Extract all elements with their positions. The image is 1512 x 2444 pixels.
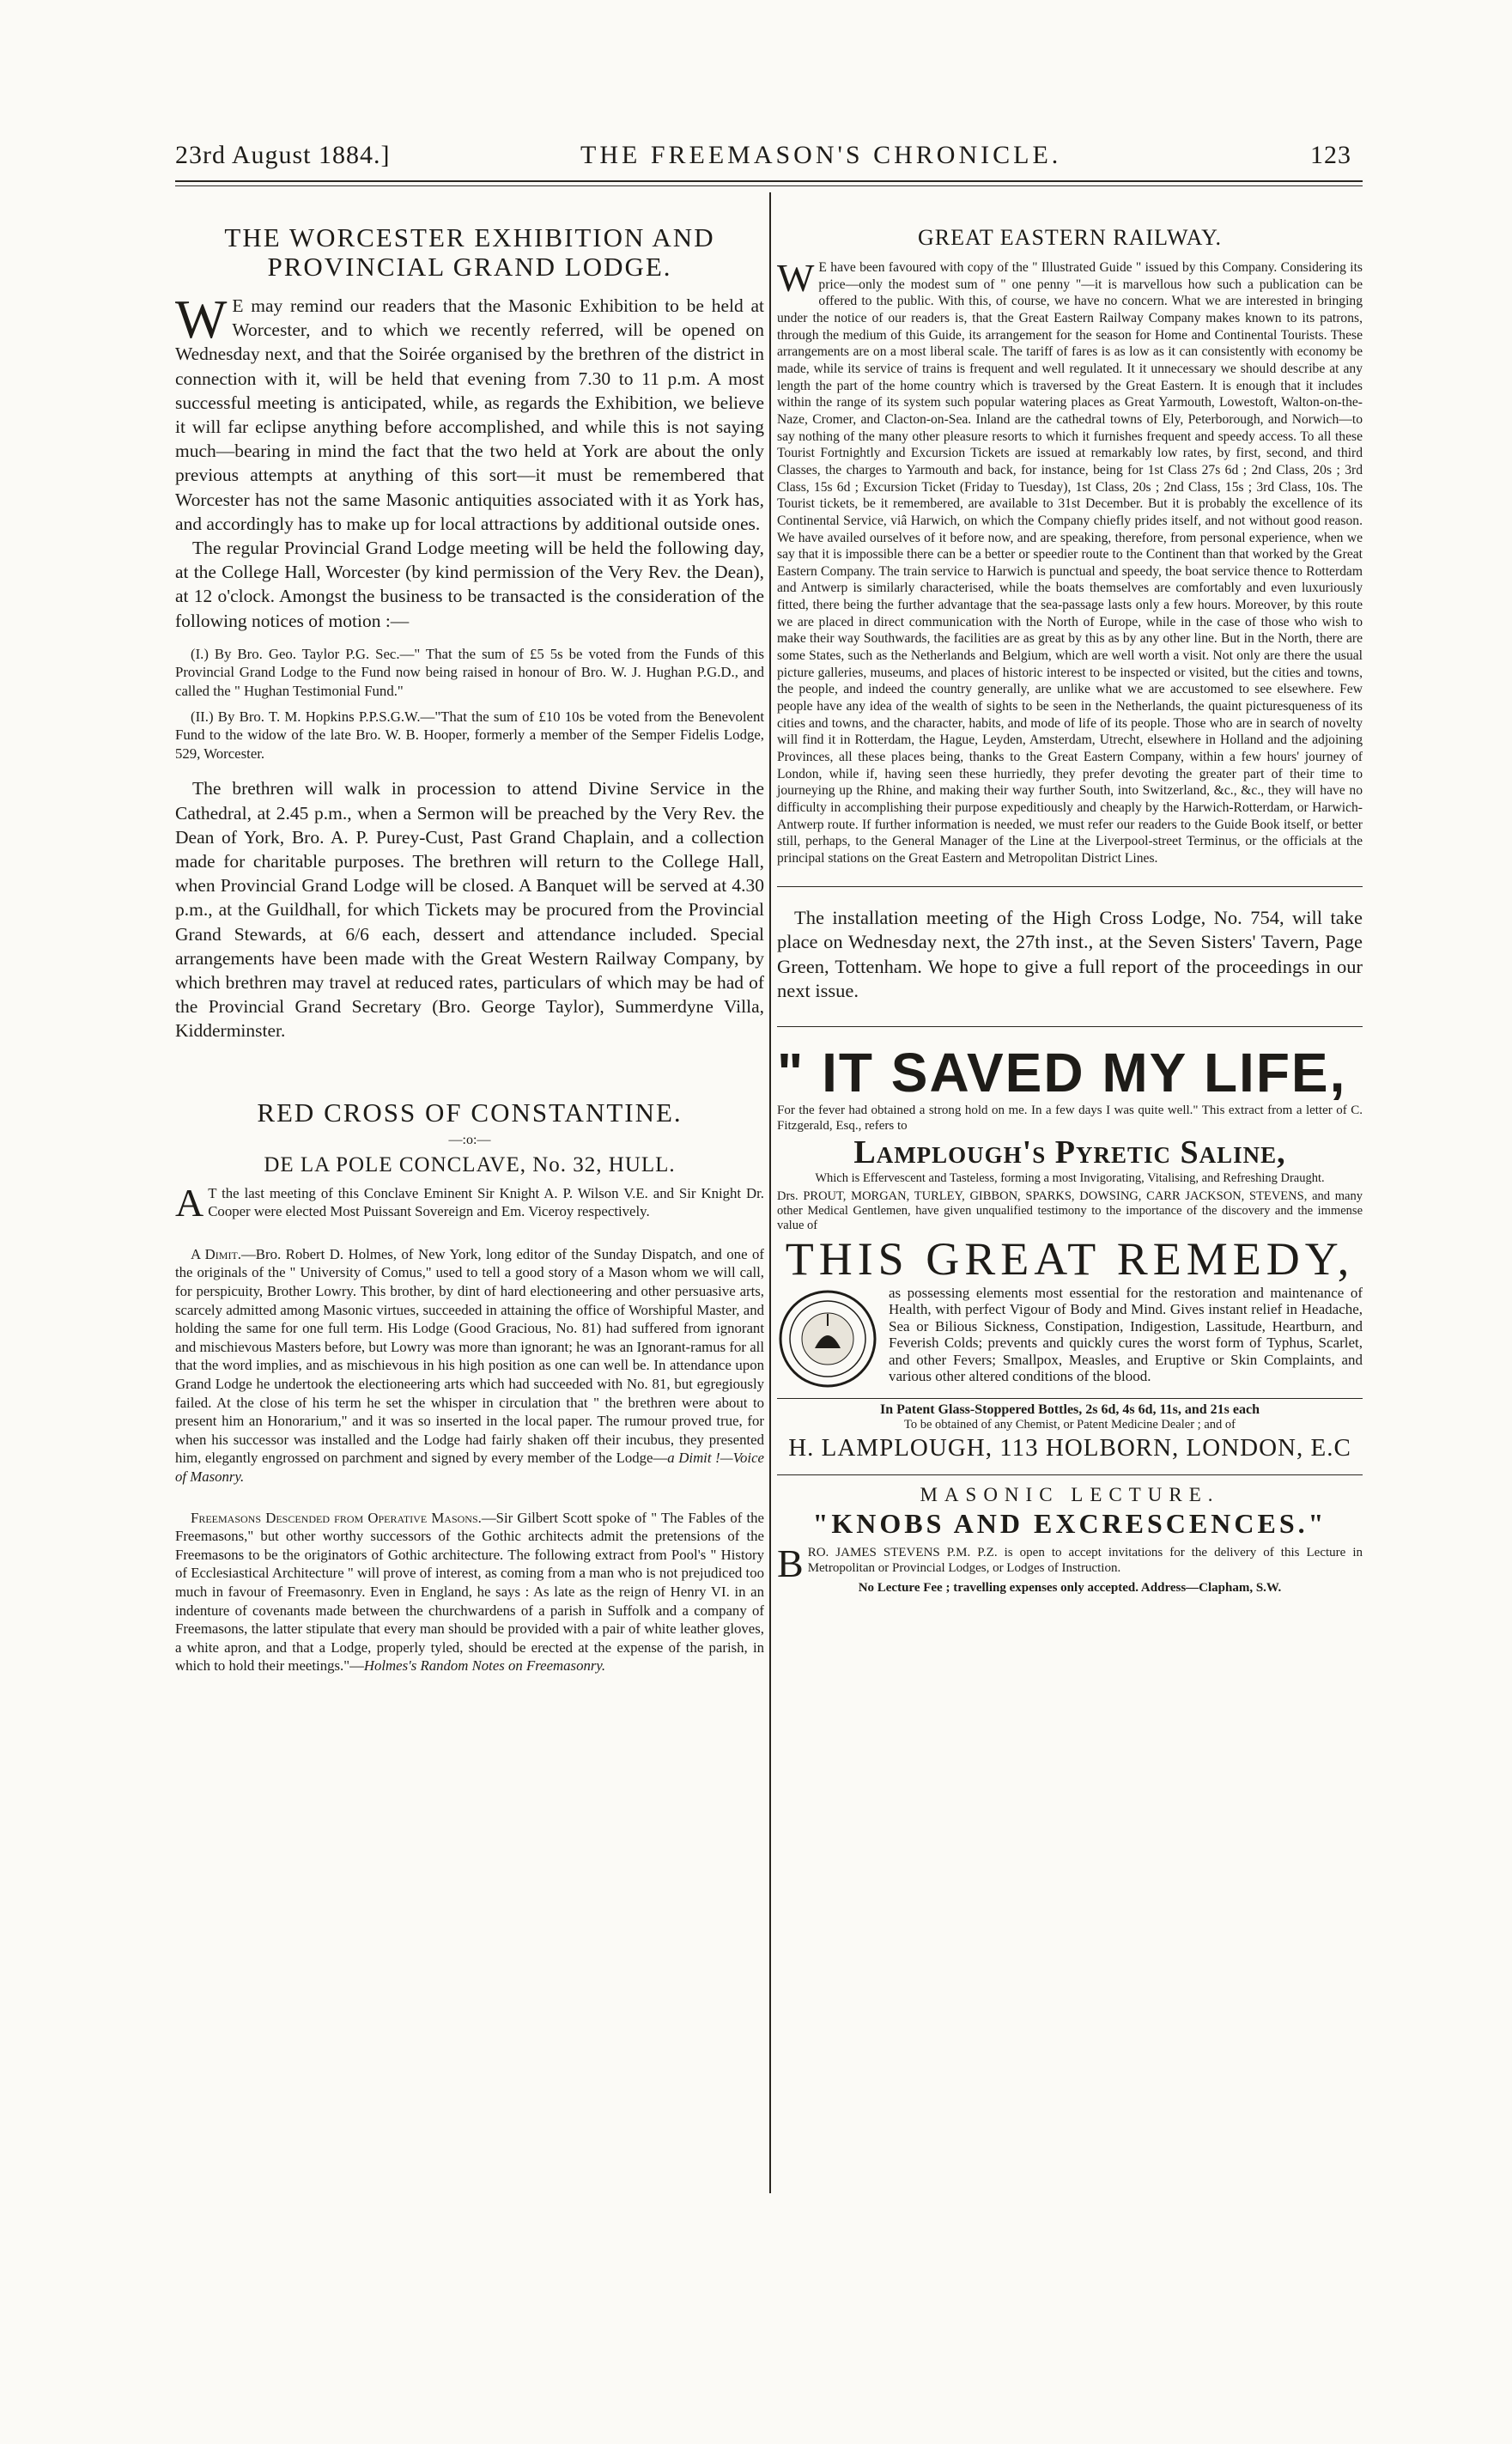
operative-body: —Sir Gilbert Scott spoke of " The Fables of the Freemasons," but other worthy successors of the Gothic architects admit the pretensions of the Freemasons to be the originators of Gothic architecture. The following extract from Pool's " History of Ecclesiastical Architecture " will prove of interest, as coming from a man who is not prejudiced too much in favour of Freemasonry. Even in England, he says : As late as the reign of Henry VI. in an indenture of covenants made between the churchwardens of a parish in Suffolk and a company of Freemasons, the latter stipulate that every man should be provided with a pair of white leather gloves, a white apron, and that a Lodge, properly tyled, should be erected at the expense of the parish, in which to hold their meetings."— <box>175 1509 764 1675</box>
dimit-paragraph <box>175 1245 764 1486</box>
masthead-title: THE FREEMASON'S CHRONICLE. <box>580 141 1062 169</box>
redcross-body-text: T the last meeting of this Conclave Eminent Sir Knight A. P. Wilson V.E. and Sir Knight Dr. Cooper were elected Most Puissant Sovereign and Em. Viceroy respectively. <box>208 1184 764 1220</box>
lecture-subtitle: "KNOBS AND EXCRESCENCES." <box>812 1507 1327 1539</box>
advert-benefits: as possessing elements most essential for the restoration and maintenance of Health, with perfect Vigour of Body and Mind. Gives instant relief in Headache, Sea or Bilious Sickness, Constipation, Indigestion, Lassitude, Heartburn, and Feverish Colds; prevents and quickly cures the worst form of Typhus, Scarlet, and other Fevers; Smallpox, Measles, and Eruptive or Skin Complaints, and various other altered conditions of the blood. <box>889 1284 1363 1385</box>
advert-rule <box>777 1398 1363 1399</box>
dimit-lead: A Dimit. <box>191 1245 241 1262</box>
right-column <box>777 199 1363 1596</box>
redcross-article <box>175 1097 764 1225</box>
worcester-article <box>175 223 764 1043</box>
advert-product-name: Lamplough's Pyretic Saline, <box>853 1134 1286 1170</box>
left-column <box>175 199 764 1675</box>
redcross-title: RED CROSS OF CONSTANTINE. <box>257 1097 683 1128</box>
railway-dropcap: W <box>777 256 815 300</box>
dimit-tail: a Dimit !—Voice of Masonry. <box>175 1450 764 1485</box>
installation-end-rule <box>777 1026 1363 1027</box>
operative-paragraph <box>175 1509 764 1675</box>
column-divider <box>769 192 771 2193</box>
advert-address: H. LAMPLOUGH, 113 HOLBORN, LONDON, E.C <box>788 1433 1351 1462</box>
worcester-motion-2: (II.) By Bro. T. M. Hopkins P.P.S.G.W.—"That the sum of £10 10s be voted from the Benevolent Fund to the widow of the late Bro. W. B. Hooper, formerly a member of the Semper Fidelis Lodge, 529, Worcester. <box>175 708 764 762</box>
railway-end-rule <box>777 886 1363 887</box>
worcester-dropcap: W <box>175 289 228 350</box>
advert-remedy-headline: THIS GREAT REMEDY, <box>785 1232 1355 1285</box>
railway-title: GREAT EASTERN RAILWAY. <box>917 225 1222 250</box>
trade-mark-seal-icon <box>777 1288 878 1389</box>
worcester-paragraph-1 <box>175 289 764 536</box>
worcester-motion-1: (I.) By Bro. Geo. Taylor P.G. Sec.—" That the sum of £5 5s be voted from the Funds of this Provincial Grand Lodge to the Fund now being raised in honour of Bro. W. J. Hughan P.G.D., and called the " Hughan Testimonial Fund." <box>175 645 764 700</box>
header-rule <box>175 180 1363 182</box>
worcester-paragraph-2: The regular Provincial Grand Lodge meeting will be held the following day, at the College Hall, Worcester (by kind permission of the Very Rev. the Dean), at 12 o'clock. Amongst the business to be transacted is the consideration of the following notices of motion :— <box>175 538 764 631</box>
issue-date: 23rd August 1884.] <box>175 141 391 169</box>
advert-testimony: Drs. PROUT, MORGAN, TURLEY, GIBBON, SPARKS, DOWSING, CARR JACKSON, STEVENS, and many other Medical Gentlemen, have given unqualified testimony to the importance of the discovery and the immense value of <box>777 1189 1363 1232</box>
dimit-article <box>175 1245 764 1486</box>
redcross-body <box>175 1180 764 1225</box>
redcross-subtitle: DE LA POLE CONCLAVE, No. 32, HULL. <box>264 1152 676 1176</box>
worcester-title-line1: THE WORCESTER EXHIBITION AND <box>224 222 715 252</box>
operative-lead: Freemasons Descended from Operative Masons. <box>191 1509 482 1526</box>
lecture-dropcap: B <box>777 1541 804 1585</box>
page-number: 123 <box>1310 141 1351 169</box>
lecture-title: MASONIC LECTURE. <box>920 1483 1220 1505</box>
railway-body-text: E have been favoured with copy of the " Illustrated Guide " issued by this Company. Considering its price—only the modest sum of " one penny "—it is marvellous how such a publication can be offered to the public. With this, of course, we have no concern. What we are interested in bringing under the notice of our readers is, that the Great Eastern Railway Company makes known to its patrons, through the medium of this Guide, its arrangement for the season for Home and Continental Tourists. These arrangements are on a most liberal scale. The tariff of fares is as low as it can consistently with economy be made, while its service of trains is frequent and well regulated. It it unnecessary we should describe at any length the part of the home country which is traversed by the Great Eastern. It is enough that it includes within the range of its system such popular watering places as Great Yarmouth, Lowestoft, Walton-on-the-Naze, Cromer, and Clacton-on-Sea. Inland are the cathedral towns of Ely, Peterborough, and Norwich—to say nothing of the many other pleasure resorts to which it furnishes frequent and speedy access. To all these Tourist Fortnightly and Excursion Tickets are issued at remarkably low rates, by first, second, and third Classes, the charges to Yarmouth and back, for instance, being for 1st Class 27s 6d ; 2nd Class, 20s ; 3rd Class, 15s 6d ; Excursion Ticket (Friday to Tuesday), 1st Class, 20s ; 2nd Class, 15s ; 3rd Class, 10s. The Tourist tickets, be it remembered, are available to 31st December. But it is probably the excellence of its Continental Service, viâ Harwich, on which the Company chiefly prides itself, and not without good reason. We have availed ourselves of it before now, and are speaking, therefore, from personal experience, when we say that it is impossible there can be a better or speedier route to the Continent than that worked by the Great Eastern Company. The train service to Harwich is punctual and speedy, the boat service thence to Rotterdam and Antwerp is similarly characterised, while the boats themselves are comfortably and even luxuriously fitted, there being the further advantage that the sea-passage lasts only a few hours. Moreover, by this route we are placed in direct communication with the North of Europe, while in the case of those who wish to make their way Southwards, the facilities are as great by this as by any other line. But in the North, there are some States, such as the Netherlands and Belgium, which are well worth a visit. Not only are there the usual picture galleries, museums, and places of historic interest to be inspected or visited, but the cities and towns, the people, and indeed the country generally, are unlike what we are accustomed to see elsewhere. Few people have any idea of the wealth of sights to be seen in the Netherlands, the quaint picturesqueness of its cities and towns, and the character, habits, and mode of life of its people. Those who are in search of novelty will find it in Rotterdam, the Hague, Leyden, Amsterdam, Utrecht, elsewhere in Holland and the adjoining Provinces, all these places being, thanks to the Great Eastern Company, within a few hours' journey of London, while if, having seen these hurriedly, they prefer devoting the greater part of their time to journeying up the Rhine, and making their way further South, into Switzerland, &c., &c., they will have no difficulty in accomplishing their purpose expeditiously and cheaply by the Harwich-Rotterdam, or Harwich-Antwerp route. If further information is needed, we must refer our readers to the Guide Book itself, or better still, perhaps, to the General Manager of the Line at the Liverpool-street Terminus, or the officials at the principal stations on the Great Eastern and Metropolitan District Lines. <box>777 260 1363 866</box>
lecture-footer: No Lecture Fee ; travelling expenses only accepted. Address—Clapham, S.W. <box>858 1580 1282 1595</box>
trade-mark-seal <box>777 1288 878 1389</box>
railway-article <box>777 223 1363 867</box>
lecture-body <box>777 1541 1363 1585</box>
advert-benefits-block <box>777 1285 1363 1393</box>
operative-article <box>175 1509 764 1675</box>
worcester-title-line2: PROVINCIAL GRAND LODGE. <box>267 252 672 282</box>
installation-notice <box>777 906 1363 1004</box>
worcester-paragraph-3: The brethren will walk in procession to attend Divine Service in the Cathedral, at 2.45 p.m., when a Sermon will be preached by the Very Rev. the Dean of York, Bro. A. P. Purey-Cust, Past Grand Chaplain, and a collection made for charitable purposes. The brethren will return to the College Hall, when Provincial Grand Lodge will be closed. A Banquet will be served at 4.30 p.m., at the Guildhall, for which Tickets may be procured from the Provincial Grand Stewards, at 6/6 each, dessert and attendance included. Special arrangements have been made with the Great Western Railway Company, by which brethren may travel at reduced rates, particulars of which may be had of the Provincial Grand Secretary (Bro. George Taylor), Summerdyne Villa, Kidderminster. <box>175 778 764 1042</box>
dimit-body: —Bro. Robert D. Holmes, of New York, long editor of the Sunday Dispatch, and one of the originals of the " University of Comus," used to tell a good story of a Mason whom we will call, for perspicuity, Brother Lowry. This brother, by dint of hard electioneering and other persuasive arts, scarcely admitted among Masonic virtues, succeeded in attaining the office of Worshipful Master, and holding the same for one full term. His Lodge (Good Gracious, No. 81) had suffered from ignorant and mischievous Masters before, but Lowry was more than ignorant; he was an Ignorant-ramus for all that the word implies, and as mischievous in his high position as one can well be. In attendance upon Grand Lodge he undertook the electioneering arts which had succeeded with No. 81, but egregiously failed. At the close of his term he set the whisper in circulation that " the brethren were about to present him an Honorarium," and it was so inserted in the local paper. The rumour proved true, for when his successor was installed and the Lodge had fairly shaken off their incubus, they presented him, elegantly engrossed on parchment and signed by every member of the Lodge— <box>175 1245 764 1467</box>
advert-headline: " IT SAVED MY LIFE, <box>777 1041 1347 1103</box>
advert-bottles: In Patent Glass-Stoppered Bottles, 2s 6d, 4s 6d, 11s, and 21s each <box>880 1401 1260 1417</box>
redcross-divider: —:o:— <box>448 1132 491 1147</box>
advert-obtain: To be obtained of any Chemist, or Patent Medicine Dealer ; and of <box>904 1417 1236 1432</box>
operative-tail: Holmes's Random Notes on Freemasonry. <box>363 1657 606 1675</box>
installation-body: The installation meeting of the High Cross Lodge, No. 754, will take place on Wednesday next, the 27th inst., at the Seven Sisters' Tavern, Page Green, Tottenham. We hope to give a full report of the proceedings in our next issue. <box>777 906 1363 1002</box>
advert-description: Which is Effervescent and Tasteless, forming a most Invigorating, Vitalising, and Refreshing Draught. <box>815 1170 1325 1185</box>
railway-body <box>777 256 1363 867</box>
advert-intro: For the fever had obtained a strong hold on me. In a few days I was quite well." This extract from a letter of C. Fitzgerald, Esq., refers to <box>777 1103 1363 1133</box>
redcross-dropcap: A <box>175 1180 204 1225</box>
advert-end-rule <box>777 1474 1363 1475</box>
pyretic-saline-advert <box>777 1043 1363 1462</box>
worcester-p1-text: E may remind our readers that the Masonic Exhibition to be held at Worcester, and to which we recently referred, will be opened on Wednesday next, and that the Soirée organised by the brethren of the district in connection with it, will be held that evening from 7.30 to 11 p.m. A most successful meeting is anticipated, while, as regards the Exhibition, we believe it will far eclipse anything before accomplished, and while this is not saying much—bearing in mind the fact that the two held at York are about the only previous attempts at anything of this sort—it must be remembered that Worcester has not the same Masonic antiquities associated with it as York has, and accordingly has to make up for local attractions by additional outside ones. <box>175 295 764 534</box>
masonic-lecture-advert <box>777 1484 1363 1596</box>
header-rule-thin <box>175 185 1363 186</box>
lecture-body-text: RO. JAMES STEVENS P.M. P.Z. is open to accept invitations for the delivery of this Lecture in Metropolitan or Provincial Lodges, or Lodges of Instruction. <box>807 1545 1363 1575</box>
running-header <box>175 141 1351 179</box>
